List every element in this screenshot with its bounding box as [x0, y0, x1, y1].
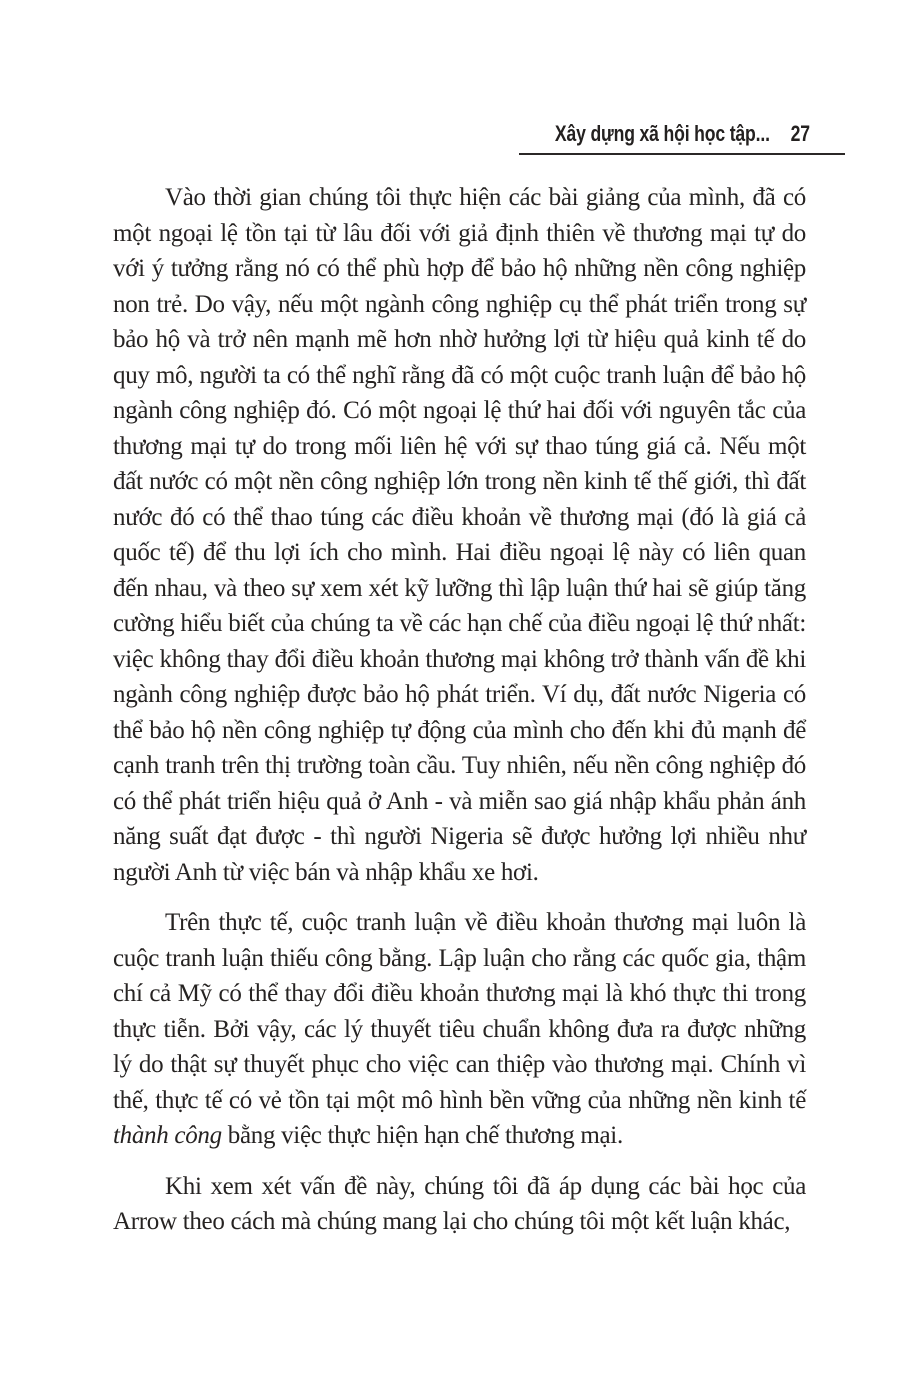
text-run: Trên thực tế, cuộc tranh luận về điều khoản thương mại luôn là cuộc tranh luận thiếu công bằng. Lập luận cho rằng các quốc gia, thậm chí cả Mỹ có thể thay đổi điều khoản thương mại là khó thực thi trong thực tiễn. Bởi vậy, các lý thuyết tiêu chuẩn không đưa ra được những lý do thật sự thuyết phục cho việc can thiệp vào thương mại. Chính vì thế, thực tế có vẻ tồn tại một mô hình bền vững của những nền kinh tế — [113, 909, 806, 1114]
page-header — [519, 121, 845, 155]
running-head — [555, 121, 810, 147]
text-run: Vào thời gian chúng tôi thực hiện các bài giảng của mình, đã có một ngoại lệ tồn tại từ lâu đối với giả định thiên về thương mại tự do với ý tưởng rằng nó có thể phù hợp để bảo hộ những nền công nghiệp non trẻ. Do vậy, nếu một ngành công nghiệp cụ thể phát triển trong sự bảo hộ và trở nên mạnh mẽ hơn nhờ hưởng lợi từ hiệu quả kinh tế do quy mô, người ta có thể nghĩ rằng đã có một cuộc tranh luận để bảo hộ ngành công nghiệp đó. Có một ngoại lệ thứ hai đối với nguyên tắc của thương mại tự do trong mối liên hệ với sự thao túng giá cả. Nếu một đất nước có một nền công nghiệp lớn trong nền kinh tế thế giới, thì đất nước đó có thể thao túng các điều khoản về thương mại (đó là giá cả quốc tế) để thu lợi ích cho mình. Hai điều ngoại lệ này có liên quan đến nhau, và theo sự xem xét kỹ lưỡng thì lập luận thứ hai sẽ giúp tăng cường hiểu biết của chúng ta về các hạn chế của điều ngoại lệ thứ nhất: việc không thay đổi điều khoản thương mại không trở thành vấn đề khi ngành công nghiệp được bảo hộ phát triển. Ví dụ, đất nước Nigeria có thể bảo hộ nền công nghiệp tự động của mình cho đến khi đủ mạnh để cạnh tranh trên thị trường toàn cầu. Tuy nhiên, nếu nền công nghiệp đó có thể phát triển hiệu quả ở Anh - và miễn sao giá nhập khẩu phản ánh năng suất đạt được - thì người Nigeria sẽ được hưởng lợi nhiều như người Anh từ việc bán và nhập khẩu xe hơi. — [113, 184, 806, 886]
paragraph — [113, 180, 806, 890]
page-number: 27 — [790, 121, 810, 146]
italic-text-run: thành công — [113, 1122, 222, 1149]
paragraph — [113, 905, 806, 1154]
running-title: Xây dựng xã hội học tập... — [554, 121, 770, 146]
text-run: Khi xem xét vấn đề này, chúng tôi đã áp dụng các bài học của Arrow theo cách mà chúng mang lại cho chúng tôi một kết luận khác, — [113, 1172, 806, 1235]
page-body — [113, 180, 806, 1240]
paragraph — [113, 1169, 806, 1240]
text-run: bằng việc thực hiện hạn chế thương mại. — [221, 1122, 623, 1149]
